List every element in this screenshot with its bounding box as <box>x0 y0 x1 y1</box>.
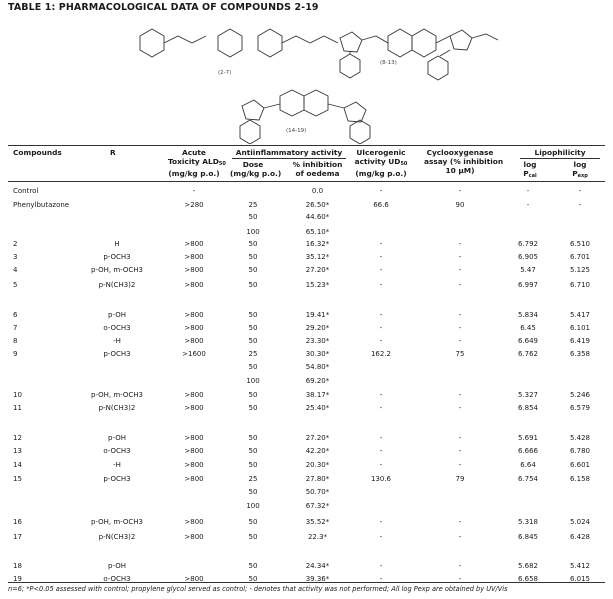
dose-cell: 50 <box>248 324 258 332</box>
dose-cell: 50 <box>248 240 258 248</box>
ulcerogenic-cell: - <box>379 324 383 332</box>
dose-cell: 50 <box>248 363 258 371</box>
lipo-underline <box>520 158 600 159</box>
table-header-rule <box>8 181 605 182</box>
log-pcal-cell: 6.905 <box>517 253 539 261</box>
inhibition-cell: 67.32* <box>305 502 330 510</box>
r-cell: -H <box>113 461 121 469</box>
dose-cell: 50 <box>248 575 258 583</box>
cox-cell: - <box>458 575 462 583</box>
label-14-19: (14-19) <box>286 128 307 134</box>
ulcerogenic-cell: - <box>379 461 383 469</box>
log-pcal-cell: 6.792 <box>517 240 539 248</box>
inhibition-cell: 0.0 <box>311 187 324 195</box>
ulcerogenic-cell: 162.2 <box>370 350 392 358</box>
compound-cell: 17 <box>13 533 22 541</box>
inhibition-cell: 16.32* <box>305 240 330 248</box>
log-pcal-cell: 6.854 <box>517 404 539 412</box>
r-cell: p-OH, m-OCH3 <box>90 518 144 526</box>
toxicity-cell: >800 <box>184 575 204 583</box>
log-pexp-cell: 5.417 <box>569 311 591 319</box>
cox-cell: - <box>458 518 462 526</box>
inhibition-cell: 30.30* <box>305 350 330 358</box>
benzene-ring <box>140 29 164 57</box>
inhibition-cell: 24.34* <box>305 562 330 570</box>
inhibition-cell: 29.20* <box>305 324 330 332</box>
log-pexp-cell: 5.428 <box>569 434 591 442</box>
header-log-pexp: log $P_{exp}$ <box>572 160 588 179</box>
log-pcal-cell: 5.47 <box>520 266 536 274</box>
log-pcal-cell: 5.691 <box>517 434 539 442</box>
toxicity-cell: >800 <box>184 324 204 332</box>
toxicity-cell: >800 <box>184 475 204 483</box>
benzene-ring <box>280 90 304 116</box>
dose-cell: 50 <box>248 404 258 412</box>
inhibition-cell: 19.41* <box>305 311 330 319</box>
header-antiinflammatory: Antiinflammatory activity <box>235 148 343 157</box>
r-cell: p-OCH3 <box>103 253 131 261</box>
cox-cell: - <box>458 533 462 541</box>
cox-cell: - <box>458 404 462 412</box>
inhibition-cell: 35.12* <box>305 253 330 261</box>
benzene-ring <box>258 29 282 57</box>
toxicity-cell: >800 <box>184 337 204 345</box>
dose-cell: 50 <box>248 447 258 455</box>
log-pexp-cell: 6.358 <box>569 350 591 358</box>
compound-cell: 4 <box>13 266 18 274</box>
label-2-7: (2-7) <box>218 70 232 76</box>
dose-cell: 50 <box>248 213 258 221</box>
ulcerogenic-cell: - <box>379 240 383 248</box>
toxicity-cell: >800 <box>184 461 204 469</box>
dose-cell: 25 <box>248 201 258 209</box>
pyrazoline-ring <box>340 32 362 52</box>
log-pcal-cell: 5.682 <box>517 562 539 570</box>
benzene-ring <box>350 120 370 144</box>
compound-cell: 16 <box>13 518 22 526</box>
dose-cell: 50 <box>248 434 258 442</box>
dose-cell: 50 <box>248 311 258 319</box>
log-pcal-cell: 5.318 <box>517 518 539 526</box>
header-compounds: Compounds <box>13 148 62 157</box>
toxicity-cell: - <box>192 187 196 195</box>
cox-cell: 75 <box>455 350 465 358</box>
log-pcal-cell: 6.754 <box>517 475 539 483</box>
toxicity-cell: >800 <box>184 240 204 248</box>
header-acute: Acute Toxicity $ALD_{50}$ (mg/kg p.o.) <box>168 148 226 178</box>
ulcerogenic-cell: - <box>379 447 383 455</box>
dose-cell: 100 <box>246 377 260 385</box>
inhibition-cell: 69.20* <box>305 377 330 385</box>
compound-cell: 3 <box>13 253 18 261</box>
label-8-13: (8-13) <box>380 60 397 66</box>
ulcerogenic-cell: - <box>379 434 383 442</box>
r-cell: p-N(CH3)2 <box>98 281 136 289</box>
r-cell: o-OCH3 <box>103 447 131 455</box>
toxicity-cell: >800 <box>184 311 204 319</box>
ulcerogenic-cell: - <box>379 533 383 541</box>
cox-cell: - <box>458 266 462 274</box>
dose-cell: 25 <box>248 350 258 358</box>
ulcerogenic-cell: - <box>379 253 383 261</box>
r-cell: p-OH <box>108 311 126 319</box>
header-lipophilicity: Lipophilicity <box>534 148 586 157</box>
cox-cell: - <box>458 281 462 289</box>
log-pexp-cell: 6.428 <box>569 533 591 541</box>
toxicity-cell: >800 <box>184 404 204 412</box>
dose-cell: 50 <box>248 518 258 526</box>
dose-cell: 50 <box>248 391 258 399</box>
compound-cell: 12 <box>13 434 22 442</box>
dose-cell: 50 <box>248 562 258 570</box>
ulcerogenic-cell: - <box>379 391 383 399</box>
compound-cell: 10 <box>13 391 22 399</box>
compound-cell: Control <box>13 187 39 195</box>
cox-cell: 90 <box>455 201 465 209</box>
toxicity-cell: >1600 <box>182 350 206 358</box>
dose-cell: 100 <box>246 502 260 510</box>
log-pexp-cell: 6.510 <box>569 240 591 248</box>
inhibition-cell: 15.23* <box>305 281 330 289</box>
dose-cell: 25 <box>248 475 258 483</box>
log-pexp-cell: 5.246 <box>569 391 591 399</box>
r-cell: -H <box>113 337 121 345</box>
r-cell: H <box>114 240 120 248</box>
log-pexp-cell: 5.125 <box>569 266 591 274</box>
ulcerogenic-cell: - <box>379 187 383 195</box>
inhibition-cell: 27.80* <box>305 475 330 483</box>
cox-cell: - <box>458 461 462 469</box>
benzene-ring <box>412 29 436 57</box>
structure-svg <box>0 14 613 144</box>
inhibition-cell: 26.50* <box>305 201 330 209</box>
ulcerogenic-cell: - <box>379 518 383 526</box>
log-pcal-cell: 6.45 <box>520 324 536 332</box>
toxicity-cell: >800 <box>184 281 204 289</box>
cox-cell: 79 <box>455 475 465 483</box>
log-pexp-cell: 6.419 <box>569 337 591 345</box>
compound-cell: 19 <box>13 575 22 583</box>
r-cell: p-OCH3 <box>103 475 131 483</box>
dose-cell: 50 <box>248 461 258 469</box>
log-pcal-cell: 6.997 <box>517 281 539 289</box>
inhibition-cell: 35.52* <box>305 518 330 526</box>
ulcerogenic-cell: - <box>379 281 383 289</box>
dose-cell: 50 <box>248 253 258 261</box>
inhibition-cell: 42.20* <box>305 447 330 455</box>
dose-cell: 100 <box>246 228 260 236</box>
toxicity-cell: >800 <box>184 533 204 541</box>
dose-cell: 50 <box>248 266 258 274</box>
log-pcal-cell: 6.64 <box>520 461 536 469</box>
benzene-ring <box>340 54 360 78</box>
cox-cell: - <box>458 447 462 455</box>
compound-cell: 7 <box>13 324 18 332</box>
log-pexp-cell: 6.601 <box>569 461 591 469</box>
table-title: TABLE 1: PHARMACOLOGICAL DATA OF COMPOUNDS 2-19 <box>8 2 319 13</box>
r-cell: p-N(CH3)2 <box>98 404 136 412</box>
compound-cell: 18 <box>13 562 22 570</box>
antiinf-underline <box>232 158 346 159</box>
cox-cell: - <box>458 391 462 399</box>
log-pcal-cell: 5.327 <box>517 391 539 399</box>
ulcerogenic-cell: 66.6 <box>373 201 389 209</box>
r-cell: o-OCH3 <box>103 575 131 583</box>
inhibition-cell: 50.70* <box>305 488 330 496</box>
log-pexp-cell: - <box>578 201 582 209</box>
benzene-ring <box>240 120 260 144</box>
dose-cell: 50 <box>248 281 258 289</box>
inhibition-cell: 54.80* <box>305 363 330 371</box>
table-top-rule <box>8 145 605 146</box>
header-inhibition: % inhibition of oedema <box>292 160 343 178</box>
log-pcal-cell: - <box>526 187 530 195</box>
toxicity-cell: >800 <box>184 447 204 455</box>
ulcerogenic-cell: - <box>379 562 383 570</box>
r-cell: p-OCH3 <box>103 350 131 358</box>
compound-cell: 13 <box>13 447 22 455</box>
ulcerogenic-cell: 130.6 <box>370 475 392 483</box>
log-pexp-cell: 6.701 <box>569 253 591 261</box>
r-cell: o-OCH3 <box>103 324 131 332</box>
cox-cell: - <box>458 311 462 319</box>
r-cell: p-OH, m-OCH3 <box>90 266 144 274</box>
cox-cell: - <box>458 562 462 570</box>
compound-cell: 15 <box>13 475 22 483</box>
log-pcal-cell: 6.666 <box>517 447 539 455</box>
inhibition-cell: 27.20* <box>305 266 330 274</box>
dose-cell: 50 <box>248 533 258 541</box>
compound-cell: Phenylbutazone <box>13 201 70 209</box>
ulcerogenic-cell: - <box>379 404 383 412</box>
ulcerogenic-cell: - <box>379 575 383 583</box>
log-pexp-cell: - <box>578 187 582 195</box>
log-pcal-cell: 6.649 <box>517 337 539 345</box>
dose-cell: 50 <box>248 488 258 496</box>
log-pexp-cell: 6.101 <box>569 324 591 332</box>
ulcerogenic-cell: - <box>379 266 383 274</box>
header-dose: Dose (mg/kg p.o.) <box>230 160 282 178</box>
compound-cell: 6 <box>13 311 18 319</box>
pyrazoline-ring <box>242 100 264 120</box>
toxicity-cell: >800 <box>184 391 204 399</box>
log-pexp-cell: 6.579 <box>569 404 591 412</box>
chemical-structures <box>0 14 613 144</box>
benzene-ring <box>304 90 328 116</box>
inhibition-cell: 25.40* <box>305 404 330 412</box>
r-cell: p-OH <box>108 562 126 570</box>
pyrazoline-ring <box>450 30 472 50</box>
log-pcal-cell: 6.658 <box>517 575 539 583</box>
r-cell: p-N(CH3)2 <box>98 533 136 541</box>
compound-cell: 2 <box>13 240 18 248</box>
toxicity-cell: >800 <box>184 253 204 261</box>
inhibition-cell: 22.3* <box>307 533 328 541</box>
toxicity-cell: >800 <box>184 518 204 526</box>
benzene-ring <box>428 56 448 80</box>
toxicity-cell: >800 <box>184 434 204 442</box>
log-pexp-cell: 6.158 <box>569 475 591 483</box>
header-r: R <box>110 148 116 157</box>
header-log-pcal: log $P_{cal}$ <box>523 160 537 179</box>
log-pexp-cell: 6.015 <box>569 575 591 583</box>
r-cell: p-OH <box>108 434 126 442</box>
cox-cell: - <box>458 337 462 345</box>
table-footnote: n=6; *P<0.05 assessed with control; propylene glycol served as control; - denotes that activity was not performed; All log Pexp are obtained by UV/Vis <box>8 585 508 593</box>
log-pcal-cell: 6.845 <box>517 533 539 541</box>
log-pcal-cell: 5.834 <box>517 311 539 319</box>
inhibition-cell: 38.17* <box>305 391 330 399</box>
log-pexp-cell: 5.412 <box>569 562 591 570</box>
benzene-ring <box>388 29 412 57</box>
log-pexp-cell: 6.710 <box>569 281 591 289</box>
cox-cell: - <box>458 187 462 195</box>
inhibition-cell: 65.10* <box>305 228 330 236</box>
inhibition-cell: 23.30* <box>305 337 330 345</box>
cox-cell: - <box>458 240 462 248</box>
log-pexp-cell: 6.780 <box>569 447 591 455</box>
compound-cell: 9 <box>13 350 18 358</box>
inhibition-cell: 39.36* <box>305 575 330 583</box>
compound-cell: 5 <box>13 281 18 289</box>
header-cyclooxygenase: Cyclooxygenase assay (% inhibition 10 μM) <box>424 148 504 175</box>
ulcerogenic-cell: - <box>379 311 383 319</box>
log-pexp-cell: 5.024 <box>569 518 591 526</box>
header-ulcerogenic: Ulcerogenic activity $UD_{50}$ (mg/kg p.o.) <box>354 148 408 178</box>
dose-cell: 50 <box>248 337 258 345</box>
inhibition-cell: 20.30* <box>305 461 330 469</box>
benzene-ring <box>218 29 242 57</box>
cox-cell: - <box>458 253 462 261</box>
toxicity-cell: >280 <box>184 201 204 209</box>
inhibition-cell: 27.20* <box>305 434 330 442</box>
cox-cell: - <box>458 434 462 442</box>
inhibition-cell: 44.60* <box>305 213 330 221</box>
compound-cell: 11 <box>13 404 22 412</box>
ulcerogenic-cell: - <box>379 337 383 345</box>
log-pcal-cell: 6.762 <box>517 350 539 358</box>
compound-cell: 14 <box>13 461 22 469</box>
log-pcal-cell: - <box>526 201 530 209</box>
compound-cell: 8 <box>13 337 18 345</box>
r-cell: p-OH, m-OCH3 <box>90 391 144 399</box>
cox-cell: - <box>458 324 462 332</box>
pyrazoline-ring <box>344 102 366 122</box>
toxicity-cell: >800 <box>184 266 204 274</box>
